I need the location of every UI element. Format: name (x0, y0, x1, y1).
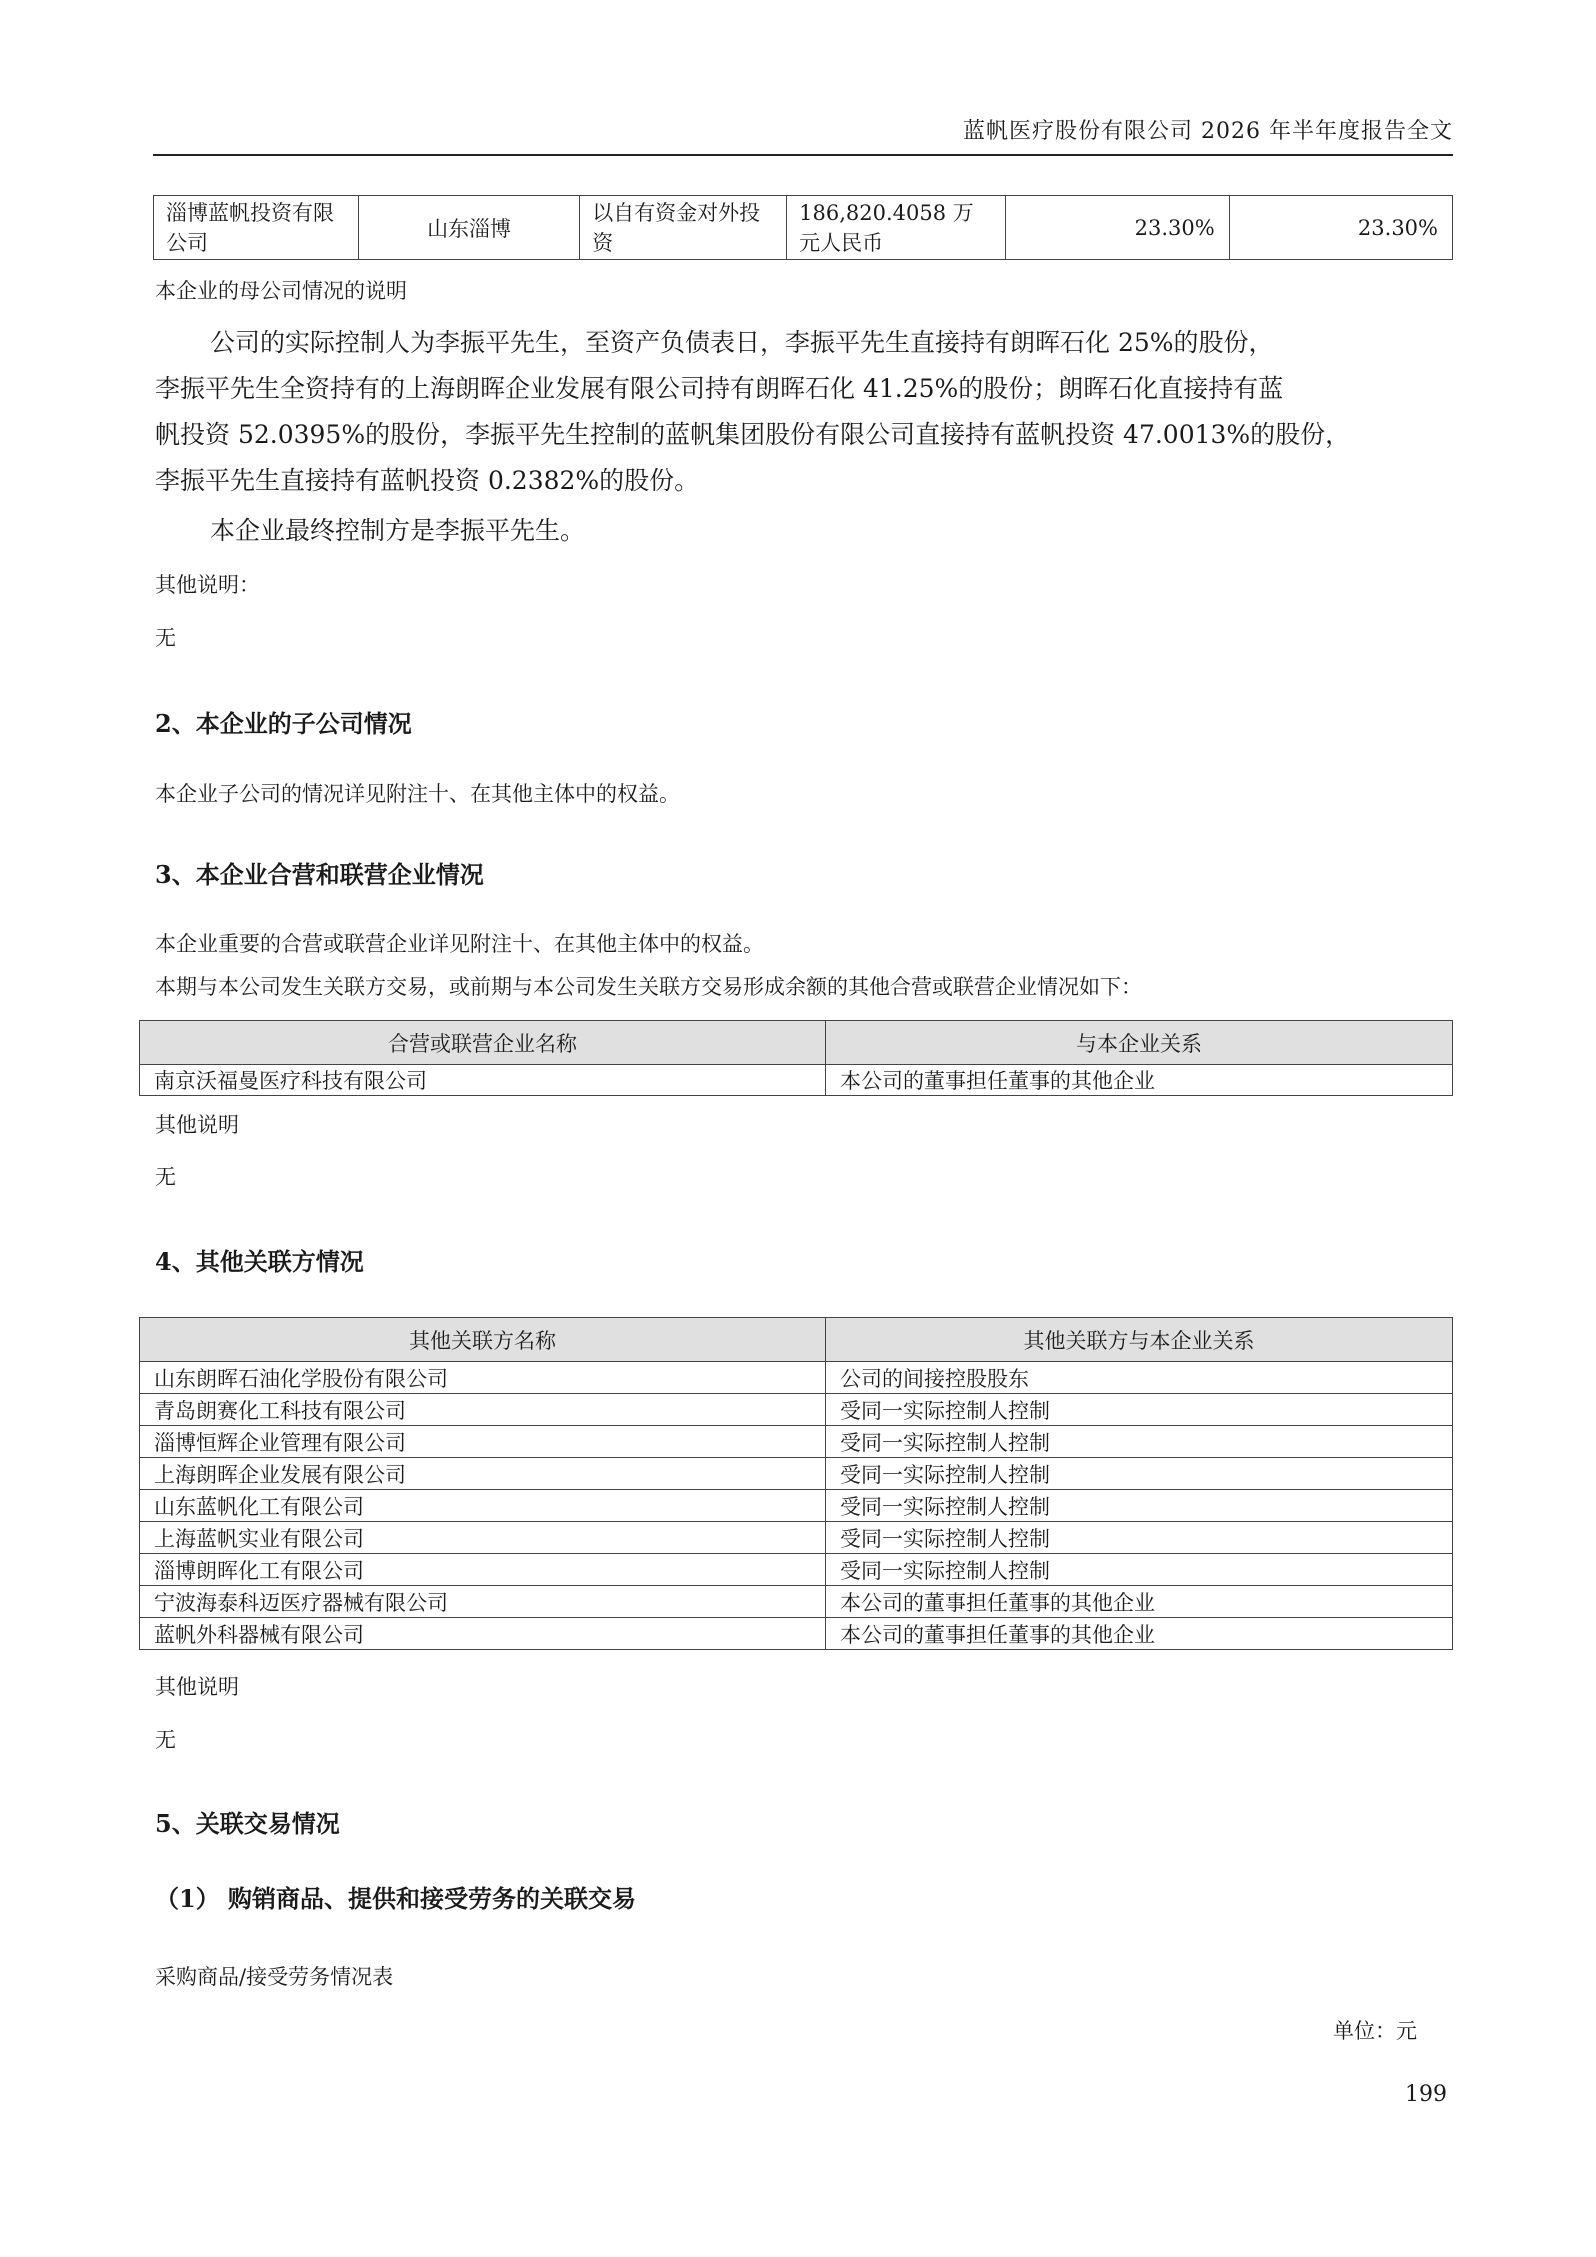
table-cell: 淄博恒辉企业管理有限公司 (140, 1426, 826, 1458)
sub-heading: （1） 购销商品、提供和接受劳务的关联交易 (155, 1884, 637, 1913)
table-cell: 受同一实际控制人控制 (826, 1458, 1453, 1490)
other-note-label: 其他说明 (155, 1113, 239, 1137)
table-cell: 23.30% (1229, 196, 1452, 260)
table-cell: 蓝帆外科器械有限公司 (140, 1618, 826, 1650)
table-row (140, 1426, 1453, 1458)
table-row (140, 1458, 1453, 1490)
table-header-cell: 其他关联方与本企业关系 (826, 1318, 1453, 1362)
paragraph-line: 李振平先生全资持有的上海朗晖企业发展有限公司持有朗晖石化 41.25%的股份；朗晖石化直接持有蓝 (155, 374, 1284, 403)
other-note-value: 无 (155, 626, 176, 650)
table-cell: 山东朗晖石油化学股份有限公司 (140, 1362, 826, 1394)
table-row (140, 1586, 1453, 1618)
table-cell: 受同一实际控制人控制 (826, 1522, 1453, 1554)
section-text: 本企业重要的合营或联营企业详见附注十、在其他主体中的权益。 (155, 932, 764, 956)
table-cell: 宁波海泰科迈医疗器械有限公司 (140, 1586, 826, 1618)
table-header-cell: 合营或联营企业名称 (140, 1021, 826, 1065)
paragraph-line: 帆投资 52.0395%的股份，李振平先生控制的蓝帆集团股份有限公司直接持有蓝帆投资 47.0013%的股份， (155, 420, 1351, 449)
section-heading: 2、本企业的子公司情况 (155, 709, 412, 738)
table-header-cell: 与本企业关系 (826, 1021, 1453, 1065)
table-row (140, 1490, 1453, 1522)
section-heading: 5、关联交易情况 (155, 1809, 340, 1838)
table-cell: 青岛朗赛化工科技有限公司 (140, 1394, 826, 1426)
other-note-value: 无 (155, 1165, 176, 1189)
parent-paragraph (155, 320, 1455, 504)
unit-label: 单位：元 (1333, 2019, 1417, 2043)
table-header-cell: 其他关联方名称 (140, 1318, 826, 1362)
table-cell: 山东蓝帆化工有限公司 (140, 1490, 826, 1522)
parent-company-table (153, 195, 1453, 260)
table-cell: 上海蓝帆实业有限公司 (140, 1522, 826, 1554)
table-cell: 23.30% (1006, 196, 1229, 260)
table-row (140, 1554, 1453, 1586)
table-cell: 本公司的董事担任董事的其他企业 (826, 1065, 1453, 1096)
table-cell: 186,820.4058 万元人民币 (787, 196, 1006, 260)
table-cell: 南京沃福曼医疗科技有限公司 (140, 1065, 826, 1096)
table-row (154, 196, 1453, 260)
table-cell: 上海朗晖企业发展有限公司 (140, 1458, 826, 1490)
paragraph-line: 公司的实际控制人为李振平先生，至资产负债表日，李振平先生直接持有朗晖石化 25%的股份， (210, 328, 1274, 357)
header-title: 蓝帆医疗股份有限公司 2026 年半年度报告全文 (963, 119, 1453, 144)
section-heading: 4、其他关联方情况 (155, 1247, 364, 1276)
table-cell: 本公司的董事担任董事的其他企业 (826, 1586, 1453, 1618)
table-row (140, 1394, 1453, 1426)
table-row (140, 1618, 1453, 1650)
page-header (153, 110, 1453, 156)
joint-venture-table (139, 1020, 1453, 1096)
table-header-row (140, 1021, 1453, 1065)
other-note-value: 无 (155, 1728, 176, 1752)
table-row (140, 1065, 1453, 1096)
ultimate-controller: 本企业最终控制方是李振平先生。 (210, 516, 586, 545)
table-cell: 以自有资金对外投资 (580, 196, 787, 260)
section-heading: 3、本企业合营和联营企业情况 (155, 860, 484, 889)
table-cell: 山东淄博 (358, 196, 579, 260)
page-number: 199 (1405, 2082, 1447, 2107)
table-cell: 本公司的董事担任董事的其他企业 (826, 1618, 1453, 1650)
table-cell: 淄博朗晖化工有限公司 (140, 1554, 826, 1586)
table-cell: 受同一实际控制人控制 (826, 1554, 1453, 1586)
section-text: 本企业子公司的情况详见附注十、在其他主体中的权益。 (155, 782, 680, 806)
other-note-label: 其他说明： (155, 573, 260, 597)
section-text: 本期与本公司发生关联方交易，或前期与本公司发生关联方交易形成余额的其他合营或联营企业情况如下： (155, 975, 1142, 999)
related-party-table (139, 1317, 1453, 1650)
table-row (140, 1362, 1453, 1394)
table-cell: 受同一实际控制人控制 (826, 1426, 1453, 1458)
other-note-label: 其他说明 (155, 1675, 239, 1699)
table-header-row (140, 1318, 1453, 1362)
table-caption: 采购商品/接受劳务情况表 (155, 1965, 394, 1989)
table-cell: 受同一实际控制人控制 (826, 1490, 1453, 1522)
table-cell: 淄博蓝帆投资有限公司 (154, 196, 359, 260)
paragraph-line: 李振平先生直接持有蓝帆投资 0.2382%的股份。 (155, 466, 700, 495)
parent-note-label: 本企业的母公司情况的说明 (155, 279, 407, 303)
table-row (140, 1522, 1453, 1554)
table-cell: 受同一实际控制人控制 (826, 1394, 1453, 1426)
table-cell: 公司的间接控股股东 (826, 1362, 1453, 1394)
